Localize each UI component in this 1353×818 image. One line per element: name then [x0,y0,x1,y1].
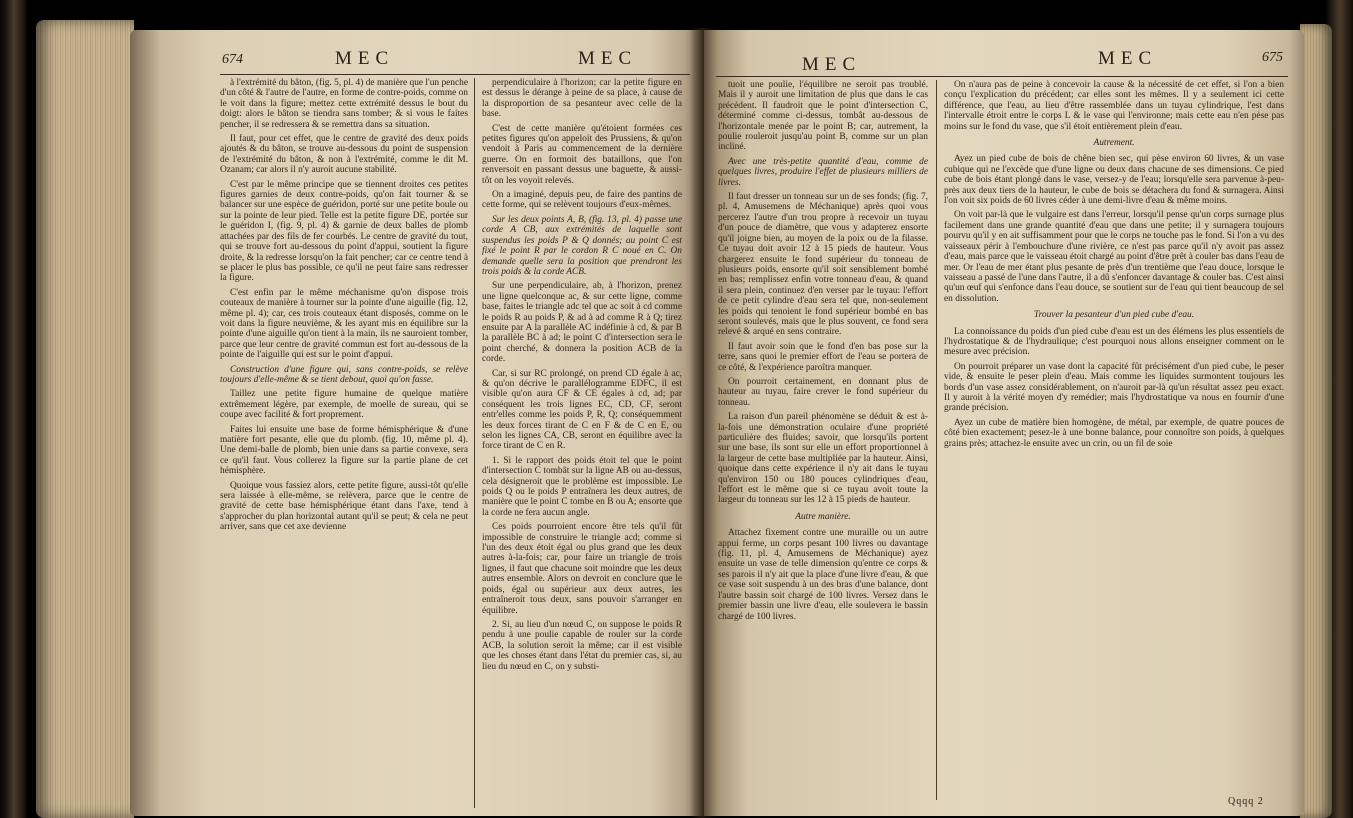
paragraph: 1. Si le rapport des poids étoit tel que le point d'intersection C tombât sur la ligne AB ou au-dessus, cela désigneroit que le problème est impossible. Le poids Q ou le poids P entraînera les deux autres, de manière que le point C tombe en B ou A; ensorte que la corde ne fera aucun angle. [482,455,682,518]
right-running-head-2: MEC [1098,48,1158,69]
section-heading: Autrement. [1093,138,1135,149]
right-column-2 [944,80,1284,453]
left-column-rule [474,78,475,808]
signature-mark: Qqqq 2 [1228,796,1264,807]
paragraph: C'est enfin par le même méchanisme qu'on dispose trois couteaux de manière à tourner sur la pointe d'une aiguille (fig. 12, même pl. 4); car, ces trois couteaux étant disposés, comme on le voit dans la figure neuvième, & les ayant mis en équilibre sur la pointe d'une aiguille qu'on tient à la main, ils ne sauroient tomber, parce que leur centre de gravité commun est fort au-dessous de la pointe de l'aiguille qui est sur le point d'appui. [220,287,468,361]
paragraph: C'est de cette manière qu'étoient formées ces petites figures qu'on appeloit des Prussiens, & qu'on vendoit à Paris au commencement de la dernière guerre. On en formoit des bataillons, que l'on renversoit en passant dessus une baguette, & aussi-tôt on les voyoit relevés. [482,123,682,186]
paragraph: perpendiculaire à l'horizon; car la petite figure en est dessus le dérange à peine de sa place, à cause de la disproportion de sa pesanteur avec celle de la base. [482,78,682,120]
left-page [130,30,704,816]
left-header-rule [220,74,690,75]
left-page-number: 674 [222,52,243,67]
section-heading: Construction d'une figure qui, sans contre-poids, se relève toujours d'elle-même & se tient debout, quoi qu'on fasse. [220,364,468,385]
right-running-head-1: MEC [802,54,862,75]
paragraph: Il faut avoir soin que le fond d'en bas pose sur la terre, sans quoi le premier effort de l'eau se portera de ce côté, & l'expérience paroîtra manquer. [718,341,928,373]
paragraph: On voit par-là que le vulgaire est dans l'erreur, lorsqu'il pense qu'un corps surnage plus facilement dans une grande quantité d'eau que dans une petite; il y surnagera toujours pourvu qu'il y en ait suffisamment pour que le corps ne touche pas le fond. Si l'on a vu des vaisseaux périr à l'embouchure d'une rivière, ce n'est pas parce qu'il n'y avoit pas assez d'eau, mais parce que le vaisseau étoit chargé au point d'être prêt à couler bas dans l'eau de mer. Or l'eau de mer étant plus pesante de près d'un trentième que l'eau douce, lorsque le vaisseau a passé de l'une dans l'autre, il a dû s'enfoncer davantage & couler bas. C'est ainsi qu'un œuf qui s'enfonce dans l'eau douce, se soutient sur de l'eau qui tient beaucoup de sel en dissolution. [944,210,1284,304]
paragraph: Sur une perpendiculaire, ab, à l'horizon, prenez une ligne quelconque ac, & sur cette ligne, comme base, faites le triangle adc tel que ac soit à cd comme le poids R au poids P, & ad à ad comme R à Q; tirez ensuite par A la parallèle AC indéfinie à cd, & par B la parallèle BC à ad; le point C d'intersection sera le point cherché, & donnera la position ACB de la corde. [482,281,682,365]
paragraph: La raison d'un pareil phénomène se déduit & est à-la-fois une démonstration oculaire d'une propriété particulière des fluides; savoir, que lorsqu'ils portent sur une base, ils sont sur elle un effort proportionnel à la largeur de cette base multipliée par la hauteur. Ainsi, quoique dans cette expérience il n'y ait dans le tuyau qu'environ 150 ou 180 pouces cylindriques d'eau, l'effort est le même que si ce tuyau avoit toute la largeur du tonneau sur les 12 à 15 pieds de hauteur. [718,412,928,506]
paragraph: Ayez un cube de matière bien homogène, de métal, par exemple, de quatre pouces de côté bien exactement; pesez-le à une bonne balance, pour connoître son poids, à quelques grains près; attachez-le ensuite avec un crin, ou un fil de soie [944,417,1284,449]
section-heading: Avec une très-petite quantité d'eau, comme de quelques livres, produire l'effet de plusieurs milliers de livres. [718,156,928,188]
left-running-head-2: MEC [578,48,638,69]
right-page-number: 675 [1262,50,1283,65]
paragraph: Il faut, pour cet effet, que le centre de gravité des deux poids ajoutés & du bâton, se trouve au-dessous du point de suspension de l'extrémité du bâton, & non à l'extrémité, comme le dit M. Ozanam; car alors il n'y auroit aucune stabilité. [220,134,468,176]
paragraph: Il faut dresser un tonneau sur un de ses fonds; (fig. 7, pl. 4, Amusemens de Méchanique) après quoi vous percerez l'autre d'un trou propre à recevoir un tuyau d'un pouce de diamètre, que vous y adapterez ensorte qu'il joigne bien, au moyen de la poix ou de la filasse. Ce tuyau doit avoir 12 à 15 pieds de hauteur. Vous chargerez ensuite le fond supérieur du tonneau de plusieurs poids, ensorte qu'il soit sensiblement bombé en bas; remplissez enfin votre tonneau d'eau, & quand il sera plein, continuez d'en verser par le tuyau: l'effort de ce petit cylindre d'eau sera tel que, non-seulement les poids qui tenoient le fond supérieur bombé en bas seront soulevés, mais que le plus souvent, ce fond sera relevé & arqué en sens contraire. [718,192,928,338]
paragraph: à l'extrémité du bâton, (fig. 5, pl. 4) de manière que l'un penche d'un côté & l'autre de l'autre, en forme de contre-poids, comme on le voit dans la figure; mettez cette extrémité dessus le bout du doigt: alors le bâton se tiendra sans tomber; & si vous le faites pencher, il se redressera & se remettra dans sa situation. [220,78,468,130]
paragraph: Taillez une petite figure humaine de quelque matière extrêmement légère, par exemple, de moelle de sureau, qui se coupe avec facilité & fort proprement. [220,389,468,421]
paragraph: Faites lui ensuite une base de forme hémisphérique & d'une matière fort pesante, elle que du plomb. (fig. 10, même pl. 4). Une demi-balle de plomb, bien unie dans sa partie convexe, sera ce qu'il faut. Vous collerez la figure sur la partie plane de cet hémisphère. [220,424,468,477]
paragraph: Attachez fixement contre une muraille ou un autre appui ferme, un corps pesant 100 livres ou davantage (fig. 11, pl. 4, Amusemens de Méchanique) ayez ensuite un vase de telle dimension qu'entre ce corps & ses parois il n'y ait que la place d'une livre d'eau, & que ce vase soit suspendu à un des bras d'une balance, dont l'autre bassin soit chargé de 100 livres. Versez dans le premier bassin une livre d'eau, elle soulevera le bassin chargé de 100 livres. [718,528,928,622]
paragraph: On pourroit certainement, en donnant plus de hauteur au tuyau, faire crever le fond supérieur du tonneau. [718,376,928,408]
paragraph: Ayez un pied cube de bois de chêne bien sec, qui pèse environ 60 livres, & un vase cubique qui ne l'excède que d'une ligne ou deux dans chacune de ses dimensions. Ce pied cube de bois étant plongé dans le vase, versez-y de l'eau; lorsqu'elle sera parvenue à-peu-près aux deux tiers de la hauteur, le cube de bois se détachera du fond & surnagera. Ainsi l'on voit six poids de 60 livres céder à une demi-livre d'eau & même moins. [944,154,1284,207]
right-page [704,30,1304,816]
paragraph: Quoique vous fassiez alors, cette petite figure, aussi-tôt qu'elle sera laissée à elle-même, se relèvera, parce que le centre de gravité de cette base hémisphérique étant dans l'axe, tend à s'approcher du plan horizontal autant qu'il se peut; & cela ne peut arriver, sans que cet axe devienne [220,480,468,533]
paragraph: Car, si sur RC prolongé, on prend CD égale à ac, & qu'on décrive le parallélogramme EDFC, il est visible qu'on aura CF & CE égales à cd, ad; par conséquent les trois lignes EC, CD, CF, seront entr'elles comme les poids P, R, Q; conséquemment les deux forces tirant de C en F & de C en E, ou selon les lignes CA, CB, seront en équilibre avec la force tirant de C en R. [482,368,682,452]
section-heading: Autre manière. [795,511,851,522]
paragraph: On a imaginé, depuis peu, de faire des pantins de cette forme, qui se relèvent toujours d'eux-mêmes. [482,190,682,211]
left-column-1 [220,78,468,537]
left-running-head-1: MEC [335,48,395,69]
paragraph: On pourroit préparer un vase dont la capacité fût précisément d'un pied cube, le peser vide, & ensuite le peser plein d'eau. Mais comme les liquides surmontent toujours les bords d'un vase assez considérablement, on n'auroit par-là qu'un résultat assez peu exact. Il y auroit à la vérité moyen d'y remédier; mais l'hydrostatique va nous en fournir d'une grande précision. [944,361,1284,414]
right-header-rule [716,76,1288,77]
paragraph: Ces poids pourroient encore être tels qu'il fût impossible de construire le triangle acd; comme si l'un des deux étoit égal ou plus grand que les deux autres à-la-fois; car, pour faire un triangle de trois lignes, il faut que chacune soit moindre que les deux autres ensemble. Alors on devroit en conclure que le poids, égal ou supérieur aux deux autres, les entraîneroit tous deux, sans pouvoir s'arranger en équilibre. [482,522,682,616]
paragraph: On n'aura pas de peine à concevoir la cause & la nécessité de cet effet, si l'on a bien conçu l'explication du précédent; car elles sont les mêmes. Il y a seulement ici cette différence, que l'eau, au lieu d'être rassemblée dans un tuyau cylindrique, l'est dans l'intervalle étroit entre le corps L & le vase qui l'environne; mais cette eau n'en pèse pas moins sur le fond du vase, que s'il étoit entièrement plein d'eau. [944,80,1284,132]
problem-statement: Sur les deux points A, B, (fig. 13, pl. 4) passe une corde A CB, aux extrémités de laquelle sont suspendus les poids P & Q donnés; au point C est fixé le point R par le cordon R C noué en C. On demande quelle sera la position que prendront les trois poids & la corde ACB. [482,214,682,277]
left-column-2 [482,78,682,676]
paragraph: tuoit une poulie, l'équilibre ne seroit pas troublé. Mais il y auroit une limitation de plus que dans le cas précédent. Il faudroit que le point d'intersection C, déterminé comme ci-dessus, tombât au-dessous de l'horizontale menée par le point B; car, autrement, la poulie rouleroit jusqu'au point B, comme sur un plan incliné. [718,80,928,153]
paragraph: 2. Si, au lieu d'un nœud C, on suppose le poids R pendu à une poulie capable de rouler sur la corde ACB, la solution seroit la même; car il est visible que les choses étant dans l'état du premier cas, si, au lieu du nœud en C, on y substi- [482,619,682,672]
left-page-edges [36,20,134,818]
right-column-rule [936,80,937,800]
paragraph: La connoissance du poids d'un pied cube d'eau est un des élémens les plus essentiels de l'hydrostatique & de l'hydraulique; c'est pourquoi nous allons enseigner comment on le mesure avec précision. [944,326,1284,358]
right-column-1 [718,80,928,626]
section-heading: Trouver la pesanteur d'un pied cube d'eau. [1033,310,1195,321]
right-page-edges [1300,24,1332,818]
paragraph: C'est par le même principe que se tiennent droites ces petites figures garnies de deux contre-poids, qu'on fait tourner & se balancer sur une espèce de guéridon, porté sur une petite boule ou sur la pointe de leur pied. Telle est la petite figure DE, portée sur le guéridon I, (fig. 9, pl. 4) & garnie de deux balles de plomb attachées par des fils de fer courbés. Le centre de gravité du tout, qui se trouve fort au-dessous du point d'appui, soutient la figure droite, & la redresse lorsqu'on la fait pencher; car ce centre tend à se placer le plus bas possible, ce qu'il ne peut faire sans redresser la figure. [220,179,468,284]
